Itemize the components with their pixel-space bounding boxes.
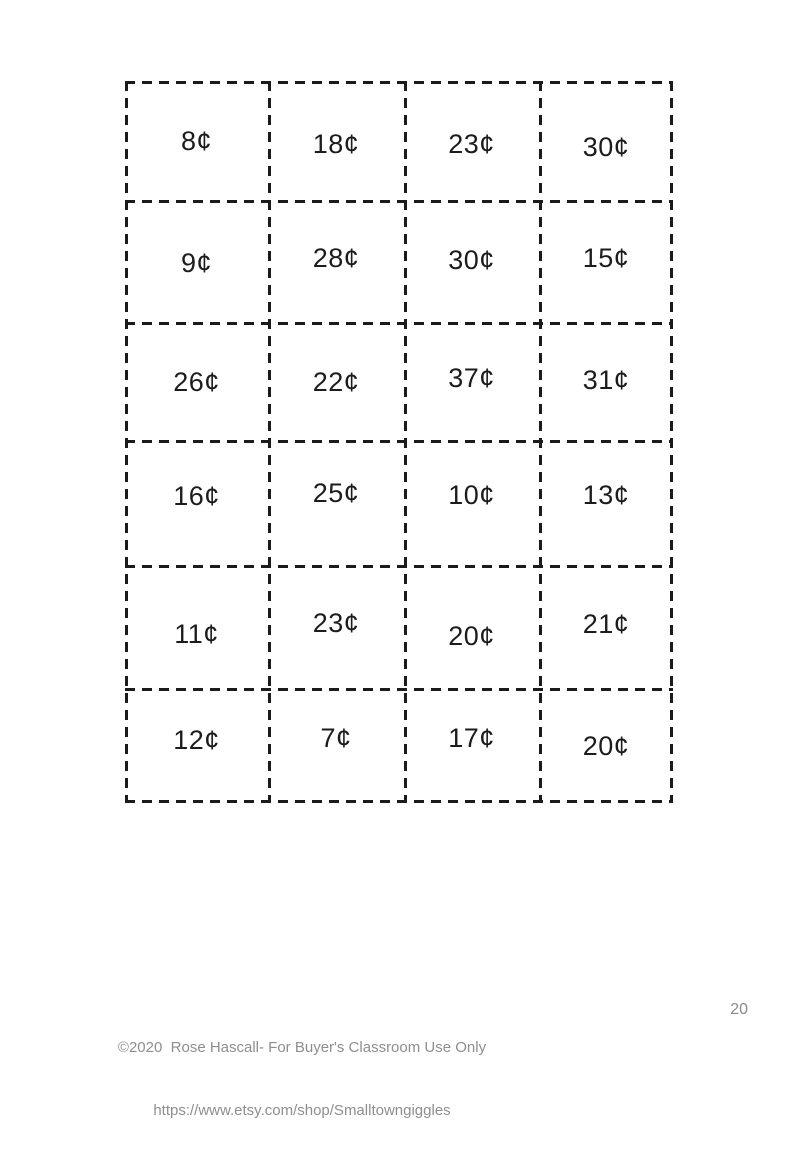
money-card-value: 12¢ — [173, 725, 220, 755]
money-card — [404, 81, 539, 200]
money-card — [404, 565, 539, 688]
money-card-value: 25¢ — [312, 478, 360, 508]
money-card — [404, 322, 539, 440]
money-card-value: 15¢ — [582, 242, 630, 273]
money-card — [404, 688, 539, 803]
money-card-value: 16¢ — [173, 481, 220, 511]
copyright-line: ©2020 Rose Hascall- For Buyer's Classroom Use Only — [117, 1039, 487, 1056]
money-card-value: 20¢ — [582, 731, 630, 761]
money-card-grid — [125, 81, 673, 803]
money-card-value: 31¢ — [582, 364, 630, 395]
money-card — [268, 81, 404, 200]
money-card — [539, 688, 673, 803]
money-card — [125, 440, 268, 565]
money-card-value: 7¢ — [320, 723, 352, 753]
money-card-value: 30¢ — [582, 132, 630, 162]
money-card-value: 21¢ — [582, 609, 630, 639]
money-card — [404, 200, 539, 322]
money-card-value: 37¢ — [448, 362, 495, 393]
money-card-value: 11¢ — [174, 619, 219, 649]
money-card — [268, 440, 404, 565]
money-card — [539, 565, 673, 688]
money-card-value: 22¢ — [312, 366, 360, 397]
money-card — [539, 200, 673, 322]
money-card-value: 23¢ — [448, 129, 495, 159]
footer — [92, 995, 512, 1163]
money-card — [268, 688, 404, 803]
money-card — [125, 322, 268, 440]
money-card-value: 17¢ — [448, 723, 495, 753]
money-card — [125, 81, 268, 200]
money-card-value: 23¢ — [312, 608, 360, 638]
money-card — [125, 200, 268, 322]
money-card — [539, 440, 673, 565]
money-card-value: 28¢ — [312, 242, 360, 273]
money-card-value: 18¢ — [312, 129, 360, 159]
money-card-value: 26¢ — [173, 366, 220, 397]
money-card — [125, 565, 268, 688]
money-card-value: 20¢ — [448, 621, 495, 651]
money-card-value: 8¢ — [180, 126, 213, 156]
money-card — [268, 200, 404, 322]
money-card-value: 10¢ — [448, 480, 495, 510]
money-card — [268, 565, 404, 688]
money-card — [539, 81, 673, 200]
money-card-value: 30¢ — [448, 244, 495, 275]
money-card — [125, 688, 268, 803]
money-card-value: 13¢ — [582, 480, 630, 510]
money-card-value: 9¢ — [180, 247, 213, 278]
money-card — [404, 440, 539, 565]
money-card — [268, 322, 404, 440]
page-number: 20 — [730, 1001, 748, 1018]
money-card — [539, 322, 673, 440]
shop-url: https://www.etsy.com/shop/Smalltowngiggles — [153, 1102, 451, 1119]
